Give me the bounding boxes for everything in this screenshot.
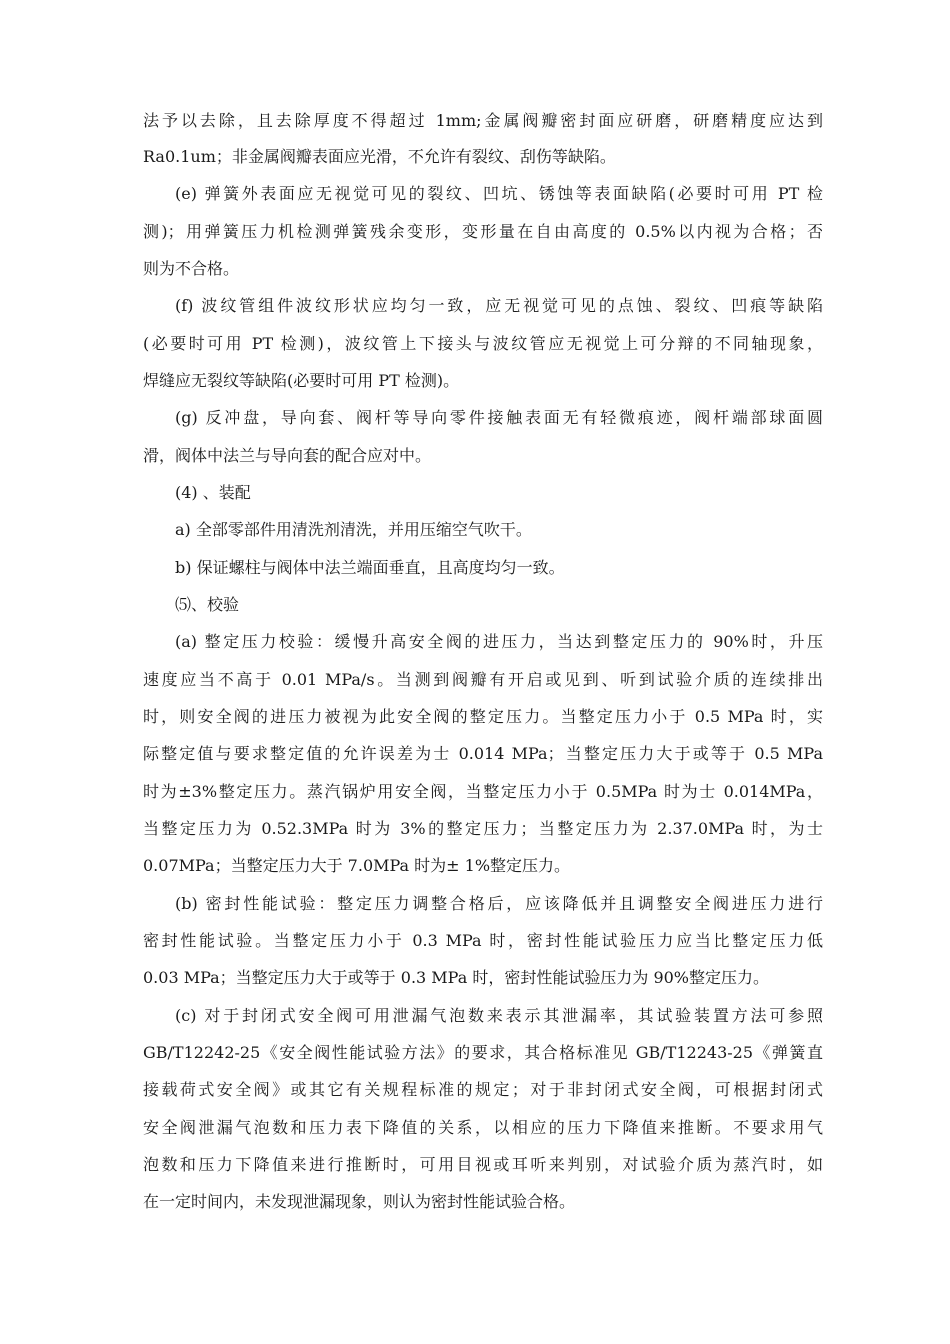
text-line: (e) 弹簧外表面应无视觉可见的裂纹、凹坑、锈蚀等表面缺陷(必要时可用 PT 检 xyxy=(175,184,823,203)
list-item: b) 保证螺柱与阀体中法兰端面垂直，且高度均匀一致。 xyxy=(175,558,565,577)
text-line: 0.07MPa；当整定压力大于 7.0MPa 时为± 1%整定压力。 xyxy=(143,856,571,875)
text-line: 泡数和压力下降值来进行推断时，可用目视或耳听来判别，对试验介质为蒸汽时，如 xyxy=(143,1155,823,1174)
list-item: a) 全部零部件用清洗剂清洗，并用压缩空气吹干。 xyxy=(175,520,532,539)
text-line: 焊缝应无裂纹等缺陷(必要时可用 PT 检测)。 xyxy=(143,371,460,390)
text-line: 法予以去除，且去除厚度不得超过 1mm;金属阀瓣密封面应研磨，研磨精度应达到 xyxy=(143,111,823,130)
text-line: (b) 密封性能试验：整定压力调整合格后，应该降低并且调整安全阀进压力进行 xyxy=(175,894,823,913)
text-line: (a) 整定压力校验：缓慢升高安全阀的进压力，当达到整定压力的 90%时，升压 xyxy=(175,632,823,651)
text-line: 接载荷式安全阀》或其它有关规程标准的规定；对于非封闭式安全阀，可根据封闭式 xyxy=(143,1080,823,1099)
text-line: 在一定时间内，未发现泄漏现象，则认为密封性能试验合格。 xyxy=(143,1192,576,1211)
text-line: 密封性能试验。当整定压力小于 0.3 MPa 时，密封性能试验压力应当比整定压力低 xyxy=(143,931,823,950)
text-line: 0.03 MPa；当整定压力大于或等于 0.3 MPa 时，密封性能试验压力为 90%整定压力。 xyxy=(143,968,770,987)
text-line: 安全阀泄漏气泡数和压力表下降值的关系，以相应的压力下降值来推断。不要求用气 xyxy=(143,1118,823,1137)
text-line: GB/T12242-25《安全阀性能试验方法》的要求，其合格标准见 GB/T12243-25《弹簧直 xyxy=(143,1043,823,1062)
text-line: 滑，阀体中法兰与导向套的配合应对中。 xyxy=(143,446,432,465)
text-line: 测)；用弹簧压力机检测弹簧残余变形，变形量在自由高度的 0.5%以内视为合格；否 xyxy=(143,222,823,241)
text-line: (g) 反冲盘，导向套、阀杆等导向零件接触表面无有轻微痕迹，阀杆端部球面圆 xyxy=(175,408,823,427)
text-line: 速度应当不高于 0.01 MPa/s。当测到阀瓣有开启或见到、听到试验介质的连续排出 xyxy=(143,670,823,689)
text-line: 则为不合格。 xyxy=(143,259,240,278)
text-line: (f) 波纹管组件波纹形状应均匀一致，应无视觉可见的点蚀、裂纹、凹痕等缺陷 xyxy=(175,296,823,315)
text-line: (c) 对于封闭式安全阀可用泄漏气泡数来表示其泄漏率，其试验装置方法可参照 xyxy=(175,1006,823,1025)
section-heading: (4) 、装配 xyxy=(175,483,251,502)
section-heading: ⑸、校验 xyxy=(175,595,240,614)
text-line: 当整定压力为 0.52.3MPa 时为 3%的整定压力；当整定压力为 2.37.0MPa 时，为士 xyxy=(143,819,823,838)
text-line: 时，则安全阀的进压力被视为此安全阀的整定压力。当整定压力小于 0.5 MPa 时，实 xyxy=(143,707,823,726)
text-line: Ra0.1um；非金属阀瓣表面应光滑，不允许有裂纹、刮伤等缺陷。 xyxy=(143,147,616,166)
text-line: (必要时可用 PT 检测)，波纹管上下接头与波纹管应无视觉上可分辩的不同轴现象， xyxy=(143,334,823,353)
text-line: 际整定值与要求整定值的允许误差为士 0.014 MPa；当整定压力大于或等于 0.5 MPa xyxy=(143,744,823,763)
text-line: 时为±3%整定压力。蒸汽锅炉用安全阀，当整定压力小于 0.5MPa 时为士 0.014MPa， xyxy=(143,782,823,801)
